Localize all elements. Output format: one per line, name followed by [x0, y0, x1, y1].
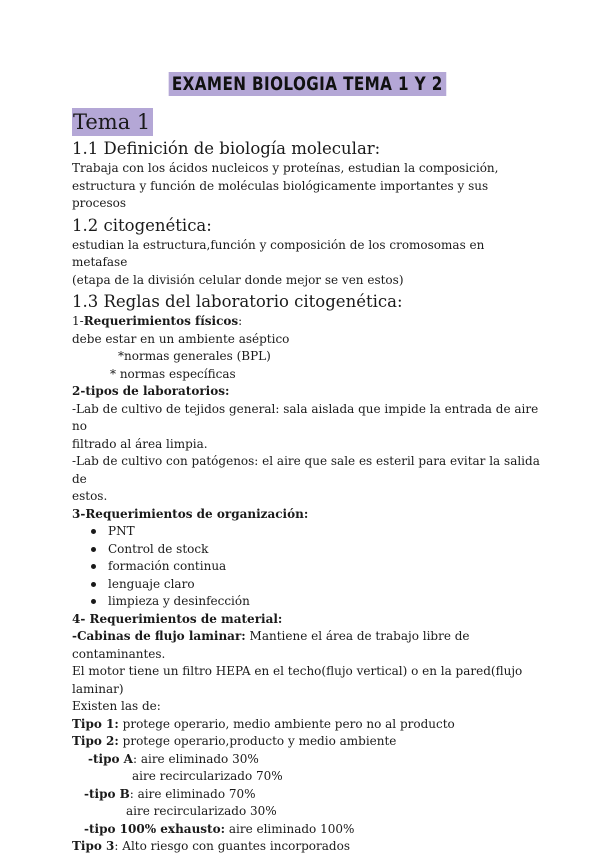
- cabinas-line: [72, 628, 542, 663]
- document-title: EXAMEN BIOLOGIA TEMA 1 Y 2: [168, 72, 445, 96]
- list-item: PNT: [104, 523, 542, 541]
- req2-line: estos.: [72, 489, 108, 503]
- section-1-1-heading: 1.1 Definición de biología molecular:: [72, 139, 381, 158]
- req1-colon: :: [238, 314, 243, 328]
- req2-line: -Lab de cultivo de tejidos general: sala aislada que impide la entrada de aire no: [72, 401, 539, 433]
- tipo3-label: Tipo 3: [72, 839, 115, 853]
- tipo1-line: [72, 716, 542, 734]
- req3-list: [72, 523, 542, 611]
- list-item: limpieza y desinfección: [104, 593, 542, 611]
- tipo100-label: -tipo 100% exhausto:: [84, 821, 226, 836]
- list-item: Control de stock: [104, 541, 542, 559]
- req2-heading: 2-tipos de laboratorios:: [72, 384, 230, 398]
- req2-line: -Lab de cultivo con patógenos: el aire que sale es esteril para evitar la salida de: [72, 454, 540, 486]
- tipoB-text: : aire eliminado 70%: [129, 786, 256, 801]
- tipo1-text: protege operario, medio ambiente pero no al producto: [118, 716, 455, 731]
- tipo3-line: [72, 838, 542, 856]
- section-1-3-heading: 1.3 Reglas del laboratorio citogenética:: [72, 292, 403, 311]
- tipo100-text: aire eliminado 100%: [225, 821, 355, 836]
- document-page: [72, 72, 542, 856]
- existen-line: Existen las de:: [72, 699, 161, 713]
- req4-heading: 4- Requerimientos de material:: [72, 611, 283, 626]
- req2-line: filtrado al área limpia.: [72, 436, 208, 451]
- req1-number: 1-: [72, 314, 84, 328]
- req1-line: debe estar en un ambiente aséptico: [72, 331, 290, 346]
- section-1-1-line: estructura y función de moléculas biológicamente importantes y sus procesos: [72, 178, 489, 210]
- tipoA-text: : aire eliminado 30%: [132, 751, 259, 766]
- tema-heading: Tema 1: [72, 108, 153, 136]
- motor-line: laminar): [72, 681, 124, 696]
- tipo1-label: Tipo 1:: [72, 716, 119, 731]
- tipoA-label: -tipo A: [88, 751, 133, 766]
- req3-heading: 3-Requerimientos de organización:: [72, 506, 309, 521]
- req1-heading: [72, 313, 542, 331]
- tipoA-line: [72, 751, 542, 769]
- tipoB-recirc-line: aire recircularizado 30%: [126, 804, 277, 818]
- tipo2-text: protege operario,producto y medio ambiente: [118, 734, 397, 748]
- req1-norma-general: *normas generales (BPL): [118, 349, 271, 363]
- tipo100-line: [72, 821, 542, 839]
- req1-label: Requerimientos físicos: [83, 314, 239, 328]
- section-1-2-heading: 1.2 citogenética:: [72, 215, 212, 235]
- cabinas-label: -Cabinas de flujo laminar:: [72, 629, 246, 643]
- motor-line: El motor tiene un filtro HEPA en el techo(flujo vertical) o en la pared(flujo: [72, 664, 523, 678]
- tipo2-line: [72, 733, 542, 751]
- title-wrap: [72, 72, 542, 102]
- tipo3-text: : Alto riesgo con guantes incorporados: [114, 839, 350, 853]
- list-item: formación continua: [104, 558, 542, 576]
- tipoA-recirc-line: aire recircularizado 70%: [132, 769, 283, 783]
- req1-norma-especifica: * normas específicas: [110, 366, 236, 381]
- list-item: lenguaje claro: [104, 576, 542, 594]
- section-1-2-line: estudian la estructura,función y composición de los cromosomas en metafase: [72, 237, 485, 269]
- tipoB-label: -tipo B: [84, 786, 130, 801]
- cabinas-text: Mantiene el área de trabajo libre de contaminantes.: [72, 629, 470, 661]
- section-1-2-line: (etapa de la división celular donde mejor se ven estos): [72, 272, 404, 287]
- section-1-1-line: Trabaja con los ácidos nucleicos y proteínas, estudian la composición,: [72, 161, 499, 175]
- tipoB-line: [72, 786, 542, 804]
- tipo2-label: Tipo 2:: [72, 734, 119, 748]
